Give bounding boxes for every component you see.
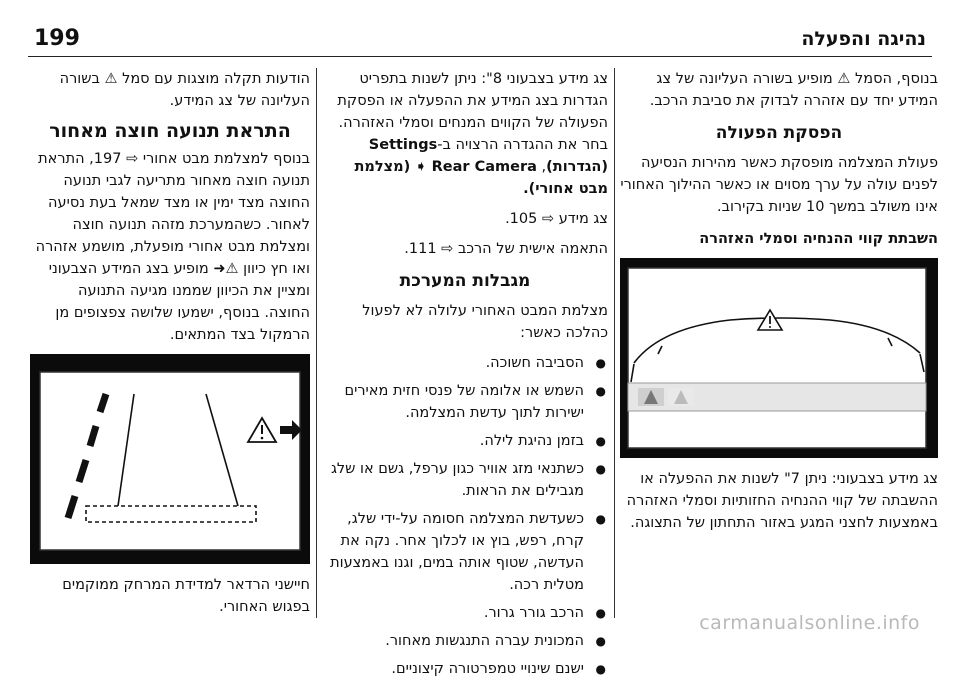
column-divider — [614, 68, 615, 618]
limitations-list — [322, 352, 608, 680]
paragraph-settings: צג מידע בצבעוני 8": ניתן לשנות בתפריט הגדרות בצג המידע את ההפעלה או הפסקת הפעולה של הקווים המנחים וסמלי האזהרה. בחר את ההגדרה הרצויה ב-Settings (הגדרות), Rear Camera ➧ (מצלמת מבט אחורי). — [337, 71, 608, 197]
column-middle — [322, 68, 608, 686]
watermark: carmanualsonline.info — [699, 612, 920, 634]
paragraph-fault-messages: הודעות תקלה מוצגות עם סמל ⚠ בשורה העליונה של צג המידע. — [59, 71, 310, 109]
paragraph-intro: בנוסף, הסמל ⚠ מופיע בשורה העליונה של צג המידע יחד עם אזהרה לבדוק את סביבת הרכב. — [649, 71, 938, 109]
page-number: 199 — [34, 26, 80, 51]
paragraph-rear-cross-traffic: בנוסף למצלמת מבט אחורי ⇨ 197, התראת תנועה חוצה מאחור מתריעה לגבי תנועה החוצה מצד ימין או מצד שמאל בעת נסיעה לאחור. כשהמערכת מזהה תנועה חוצה ומצלמת מבט אחורי מופעלת, מושמע אזהרה ואו חץ כיוון ⚠➜ מופיע בצג המידע הצבעוני ומציין את הכיוון שממנו מגיעה התנועה החוצה. בנוסף, ישמעו שלושה צפצופים מן הרמקול בצד המתאים. — [35, 151, 310, 343]
list-item: ● המכונית עברה התנגשות מאחור. — [322, 630, 608, 652]
list-item: ● כשעדשת המצלמה חסומה על-ידי שלג, קרח, רפש, בוץ או לכלוך אחר. נקה את העדשה, שטוף אותה במים, וגנו באמצעות מטלית רכה. — [322, 508, 608, 596]
reference-info-display: צג מידע ⇨ 105. — [505, 211, 608, 227]
figure-caption-left: חיישני הרדאר למדידת המרחק ממוקמים בפגוש האחורי. — [62, 577, 310, 615]
section-title: נהיגה והפעלה — [801, 28, 926, 50]
column-divider — [316, 68, 317, 618]
arrow-icon: ➧ — [414, 159, 428, 175]
camera-display-figure — [620, 258, 938, 458]
settings-path-camera: Rear Camera — [431, 159, 537, 175]
cross-traffic-illustration — [30, 354, 310, 564]
column-right — [620, 68, 938, 542]
reference-personalisation: התאמה אישית של הרכב ⇨ 111. — [404, 241, 608, 257]
heading-system-limitations: מגבלות המערכת — [399, 271, 531, 291]
settings-text: צג מידע בצבעוני 8": ניתן לשנות בתפריט הגדרות בצג המידע את ההפעלה או הפסקת הפעולה של הקווים המנחים וסמלי האזהרה. בחר את ההגדרה הרצויה — [337, 71, 608, 153]
list-item: ● בזמן נהיגת לילה. — [322, 430, 608, 452]
settings-path-prefix: ב- — [437, 137, 451, 153]
list-item: ● השמש או אלומה של פנסי חזית מאירים ישירות לתוך עדשת המצלמה. — [322, 380, 608, 424]
list-item: ● הרכב גורר גרור. — [322, 602, 608, 624]
list-item: ● הסביבה חשוכה. — [322, 352, 608, 374]
subheading-disable-guidelines: השבתת קווי ההנחיה וסמלי האזהרה — [699, 231, 938, 247]
camera-display-illustration — [620, 258, 938, 458]
page-header — [28, 24, 932, 57]
column-left — [30, 68, 310, 626]
settings-path-settings: Settings (הגדרות) — [368, 137, 608, 175]
paragraph-stop-operation: פעולת המצלמה מופסקת כאשר מהירות הנסיעה לפנים עולה על ערך מסוים או כאשר ההילוך האחורי אינו משולב במשך 10 שניות בקירוב. — [620, 155, 938, 215]
list-item: ● כשתנאי מזג אוויר כגון ערפל, גשם או שלג מגבילים את הראות. — [322, 458, 608, 502]
settings-path-suffix: (מצלמת מבט אחורי). — [354, 159, 608, 197]
figure-caption-right: צג מידע בצבעוני: ניתן 7" לשנות את ההפעלה או ההשבתה של קווי ההנחיה החזותיות וסמלי האזהרה באמצעות לחצני המגע באזור התחתון של התצוגה. — [626, 471, 938, 531]
heading-rear-cross-traffic: התראת תנועה חוצה מאחור — [49, 120, 291, 142]
heading-stop-operation: הפסקת הפעולה — [715, 123, 843, 143]
cross-traffic-figure — [30, 354, 310, 564]
list-item: ● ישנם שינויי טמפרטורה קיצוניים. — [322, 658, 608, 680]
paragraph-limitations-intro: מצלמת המבט האחורי עלולה לא לפעול כהלכה כאשר: — [362, 303, 608, 341]
